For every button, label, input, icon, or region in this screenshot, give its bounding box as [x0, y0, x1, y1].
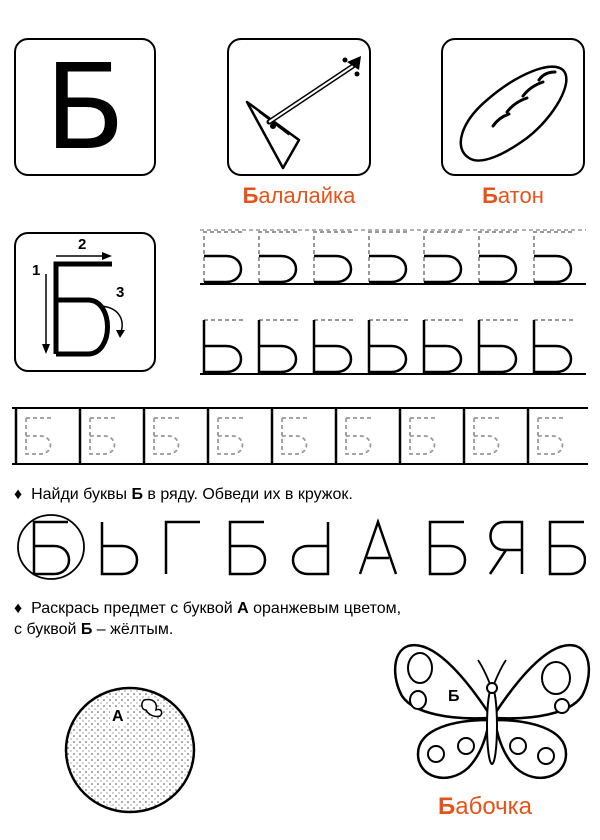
trace-dashed-letter: [208, 408, 246, 464]
bread-card: [441, 38, 585, 176]
letter-row-glyphs: [14, 514, 586, 582]
trace-row-bowls: [200, 228, 586, 288]
orange-picture: [60, 680, 200, 820]
task-color-text: ♦ Раскрась предмет с буквой А оранжевым цветом, с буквой Б – жёлтым.: [14, 600, 402, 638]
trace-dashed-letter: [336, 408, 374, 464]
trace-letter: [259, 320, 299, 372]
bread-loaf-icon: [443, 40, 583, 174]
trace-letter: [424, 320, 464, 372]
butterfly-label: Б: [448, 688, 460, 705]
stroke-order-card: [14, 232, 156, 372]
row-letter: [360, 522, 396, 574]
row-letter: [102, 522, 137, 574]
stroke-order-diagram: [16, 234, 154, 370]
trace-bowl: [424, 232, 464, 282]
word-babochka: Бабочка: [437, 793, 533, 820]
trace-dashed-letter: [144, 408, 182, 464]
trace-bowl: [534, 232, 574, 282]
orange-label: А: [112, 708, 124, 725]
letter-card: [14, 38, 156, 176]
balalaika-icon: [229, 40, 369, 174]
row-letter: [230, 522, 265, 574]
trace-letter: [204, 320, 244, 372]
trace-letter: [369, 320, 409, 372]
trace-bowl: [314, 232, 354, 282]
trace-dashed-letter: [528, 408, 566, 464]
trace-dashed-letter: [272, 408, 310, 464]
big-letter: Б: [44, 38, 126, 176]
trace-letter: [314, 320, 354, 372]
trace-letter: [534, 320, 574, 372]
step-1-label: 1: [32, 262, 41, 279]
task-find-text: ♦ Найди буквы Б в ряду. Обведи их в кружок.: [14, 486, 353, 503]
row-letter: [550, 522, 585, 574]
step-2-label: 2: [78, 236, 87, 253]
trace-bowl: [259, 232, 299, 282]
row-letter: [166, 522, 200, 574]
trace-bowl: [479, 232, 519, 282]
row-letter: [430, 522, 465, 574]
trace-bowl: [204, 232, 244, 282]
trace-dashed-letter: [464, 408, 502, 464]
row-letter: [34, 522, 69, 574]
butterfly-picture: [392, 638, 592, 788]
word-balalaika: Балалайка: [242, 183, 356, 208]
step-3-label: 3: [116, 284, 125, 301]
balalaika-card: [227, 38, 371, 176]
trace-bowl: [369, 232, 409, 282]
trace-dashed-letter: [400, 408, 438, 464]
letter-row: [14, 514, 586, 582]
row-letter: [293, 522, 328, 574]
trace-dashed-letter: [80, 408, 118, 464]
trace-row-dashed: [12, 406, 588, 468]
trace-dashed-letter: [16, 408, 54, 464]
row-letter: [490, 522, 522, 574]
word-baton: Батон: [482, 183, 544, 208]
trace-letter: [479, 320, 519, 372]
trace-row-letters: [200, 316, 586, 376]
